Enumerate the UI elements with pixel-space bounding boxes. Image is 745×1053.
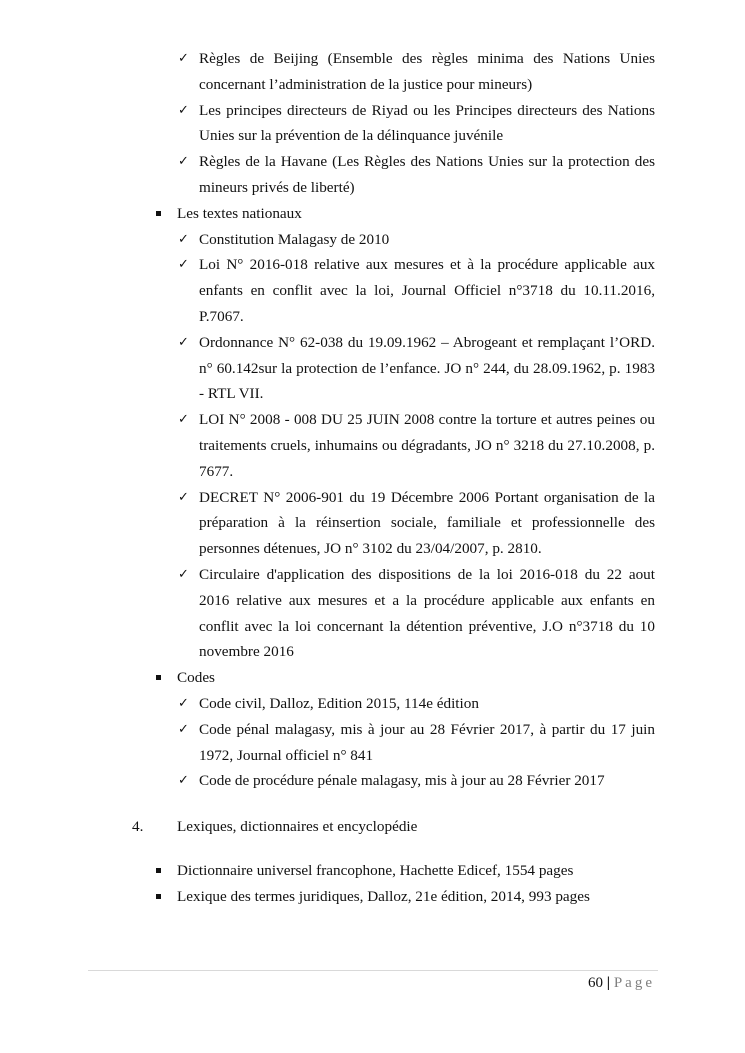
list-item-text: Dictionnaire universel francophone, Hachette Edicef, 1554 pages (177, 861, 574, 879)
footer-separator: | (606, 975, 611, 991)
list-item (178, 98, 655, 150)
list-item-text: Loi N° 2016-018 relative aux mesures et à la procédure applicable aux enfants en conflit avec la loi, Journal Officiel n°3718 du 10.11.2016, P.7067. (199, 256, 655, 325)
checkmark-icon: ✓ (178, 231, 189, 247)
page-number: 60 (588, 975, 604, 991)
section-4-heading (132, 814, 745, 840)
list-item (178, 252, 655, 329)
checkmark-icon: ✓ (178, 721, 189, 737)
page-footer (588, 972, 655, 994)
list-item (178, 149, 655, 201)
checkmark-icon: ✓ (178, 566, 189, 582)
page-label: Page (613, 975, 655, 991)
list-item-text: DECRET N° 2006-901 du 19 Décembre 2006 Portant organisation de la préparation à la réinsertion sociale, familiale et professionnelle des personnes détenues, JO n° 3102 du 23/04/2007, p. 2810. (199, 488, 655, 558)
section-title: Lexiques, dictionnaires et encyclopédie (177, 818, 418, 836)
square-bullet-icon (156, 894, 161, 899)
checkmark-icon: ✓ (178, 154, 189, 170)
list-item-text: Lexique des termes juridiques, Dalloz, 21e édition, 2014, 993 pages (177, 887, 590, 905)
list-item-text: Circulaire d'application des dispositions de la loi 2016-018 du 22 aout 2016 relative aux mesures et a la procédure applicable aux enfants en conflit avec la loi concernant la détention préventive, J.O n°3718 du 10 novembre 2016 (199, 565, 655, 661)
checkmark-icon: ✓ (178, 102, 189, 118)
footer-divider (88, 970, 658, 971)
list-item-text: Constitution Malagasy de 2010 (199, 230, 390, 248)
page-content (0, 46, 745, 910)
list-item-text: Ordonnance N° 62-038 du 19.09.1962 – Abrogeant et remplaçant l’ORD. n° 60.142sur la protection de l’enfance. JO n° 244, du 28.09.1962, p. 1983 - RTL VII. (199, 333, 655, 403)
square-bullet-icon (156, 868, 161, 873)
list-item-text: Règles de la Havane (Les Règles des Nations Unies sur la protection des mineurs privés de liberté) (199, 153, 655, 196)
checkmark-icon: ✓ (178, 695, 189, 711)
square-bullet-icon (156, 211, 161, 216)
checkmark-icon: ✓ (178, 334, 189, 350)
list-item-text: Code civil, Dalloz, Edition 2015, 114e édition (199, 694, 479, 712)
national-texts-heading: Les textes nationaux (177, 201, 745, 227)
checkmark-icon: ✓ (178, 51, 189, 66)
list-item-text: LOI N° 2008 - 008 DU 25 JUIN 2008 contre la torture et autres peines ou traitements cruels, inhumains ou dégradants, JO n° 3218 du 27.10.2008, p. 7677. (199, 411, 655, 480)
list-item (177, 858, 745, 884)
checkmark-icon: ✓ (178, 489, 189, 505)
checkmark-icon: ✓ (178, 773, 189, 789)
list-item (178, 691, 655, 717)
list-item-text: Code pénal malagasy, mis à jour au 28 Février 2017, à partir du 17 juin 1972, Journal officiel n° 841 (199, 720, 655, 764)
checkmark-icon: ✓ (178, 412, 189, 428)
list-item-text: Code de procédure pénale malagasy, mis à jour au 28 Février 2017 (199, 772, 605, 790)
codes-heading: Codes (177, 665, 745, 691)
square-bullet-icon (156, 675, 161, 680)
list-item (178, 717, 655, 769)
list-item (178, 227, 655, 253)
list-item (178, 768, 655, 794)
list-item (178, 562, 655, 665)
section-number: 4. (132, 818, 144, 836)
list-item (178, 330, 655, 407)
list-item (178, 46, 655, 98)
list-item (177, 884, 745, 910)
list-item (178, 485, 655, 562)
list-item-text: Règles de Beijing (Ensemble des règles minima des Nations Unies concernant l’administration de la justice pour mineurs) (199, 50, 655, 93)
list-item-text: Les principes directeurs de Riyad ou les Principes directeurs des Nations Unies sur la prévention de la délinquance juvénile (199, 101, 655, 145)
list-item (178, 407, 655, 484)
checkmark-icon: ✓ (178, 257, 189, 273)
